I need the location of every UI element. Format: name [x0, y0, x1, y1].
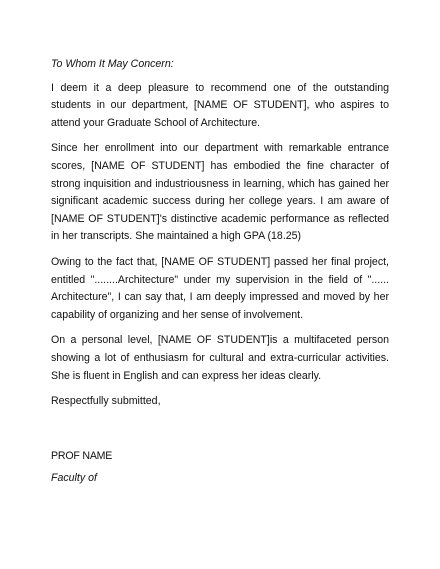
signature-title: Faculty of [51, 472, 97, 485]
closing: Respectfully submitted, [51, 395, 161, 408]
signature-name: PROF NAME [51, 449, 113, 462]
letter-body [51, 56, 389, 488]
paragraph-final-project: Owing to the fact that, [NAME OF STUDENT] passed her final project, entitled "........Architecture" under my supervision in the field of "...... Architecture", I can say that, I am deeply impressed and moved by her capability of organizing and her sense of involvement. [51, 255, 389, 321]
salutation: To Whom It May Concern: [51, 58, 174, 70]
paragraph-recommendation: I deem it a deep pleasure to recommend one of the outstanding students in our department, [NAME OF STUDENT], who aspires to attend your Graduate School of Architecture. [51, 81, 389, 129]
paragraph-academic-record: Since her enrollment into our department with remarkable entrance scores, [NAME OF STUDENT] has embodied the fine character of strong inquisition and industriousness in learning, which has gained her significant academic success during her college years. I am aware of [NAME OF STUDENT]'s distinctive academic performance as reflected in her transcripts. She maintained a high GPA (18.25) [51, 142, 389, 243]
paragraph-personal: On a personal level, [NAME OF STUDENT]is a multifaceted person showing a lot of enthusiasm for cultural and extra-curricular activities. She is fluent in English and can express her ideas clearly. [51, 334, 389, 382]
